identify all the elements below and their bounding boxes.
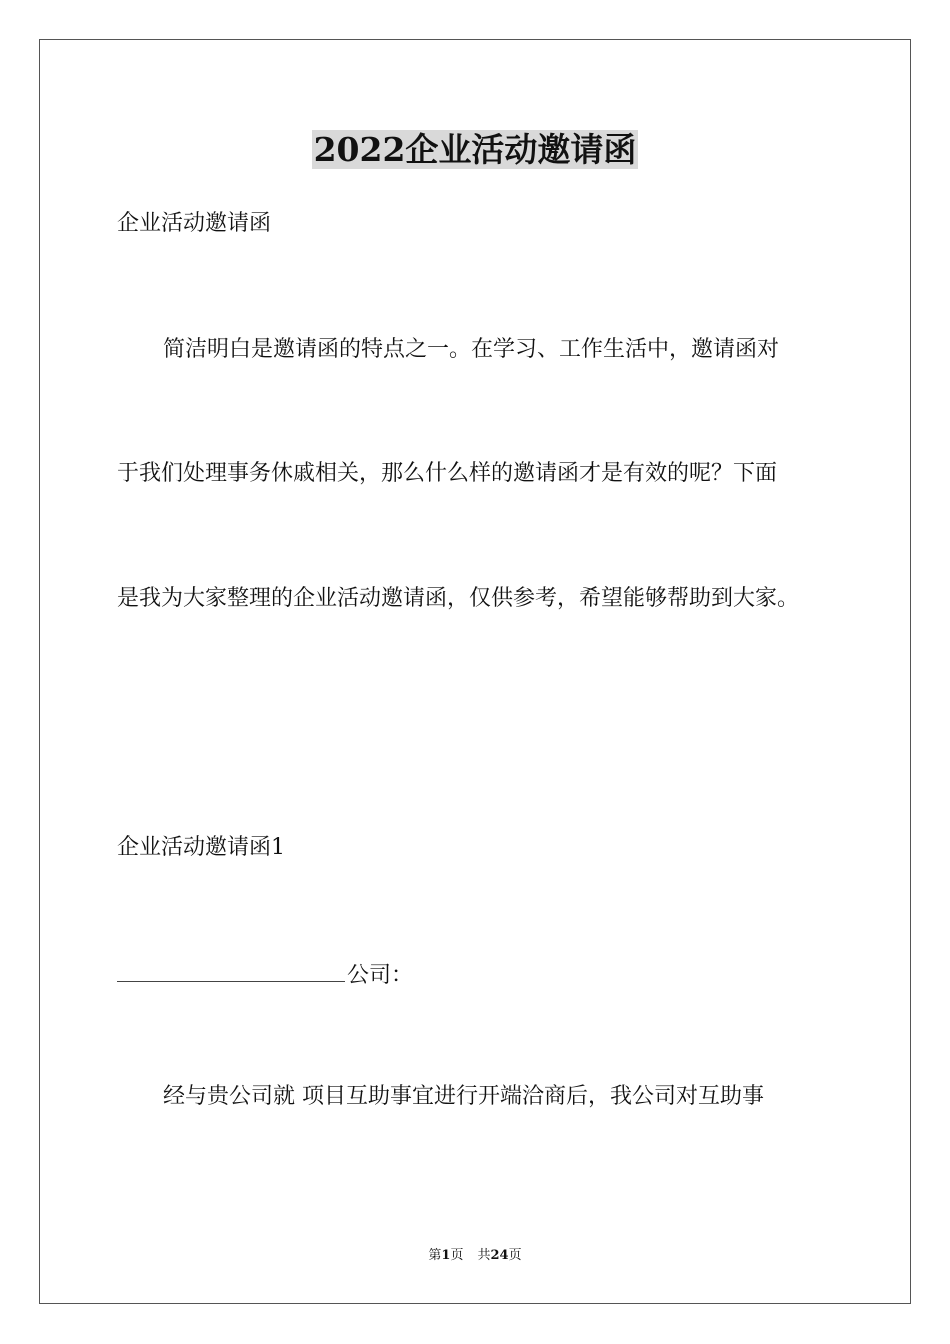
title-text: 2022企业活动邀请函 bbox=[313, 130, 637, 169]
body-line-1: 经与贵公司就 项目互助事宜进行开端洽商后，我公司对互助事 bbox=[163, 1084, 764, 1109]
blank-company-field bbox=[117, 957, 345, 982]
page-footer bbox=[0, 1247, 950, 1265]
total-prefix: 共 bbox=[477, 1248, 491, 1263]
intro-line-1: 简洁明白是邀请函的特点之一。在学习、工作生活中，邀请函对 bbox=[163, 337, 780, 362]
intro-line-2: 于我们处理事务休戚相关，那么什么样的邀请函才是有效的呢？下面 bbox=[117, 461, 778, 486]
page-prefix: 第 bbox=[428, 1248, 442, 1263]
salutation bbox=[117, 957, 413, 991]
subtitle: 企业活动邀请函 bbox=[117, 211, 272, 236]
salutation-suffix: 公司： bbox=[347, 963, 414, 988]
section-heading: 企业活动邀请函1 bbox=[117, 835, 285, 860]
document-title bbox=[0, 128, 950, 172]
page-number: 1 bbox=[441, 1248, 451, 1263]
page-suffix: 页 bbox=[450, 1248, 464, 1263]
intro-line-3: 是我为大家整理的企业活动邀请函，仅供参考，希望能够帮助到大家。 bbox=[117, 586, 800, 611]
total-pages: 24 bbox=[490, 1248, 509, 1263]
total-suffix: 页 bbox=[508, 1248, 522, 1263]
